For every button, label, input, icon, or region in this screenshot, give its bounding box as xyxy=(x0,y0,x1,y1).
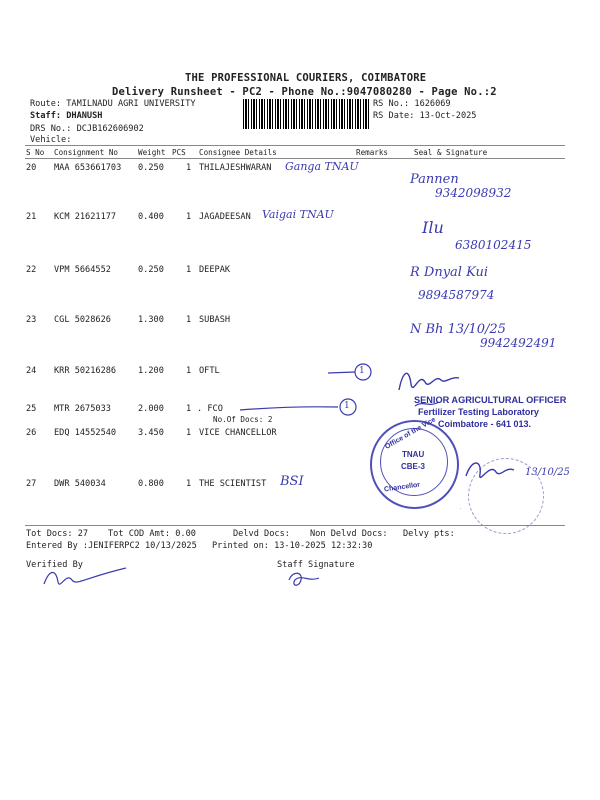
total-cod-amount: Tot COD Amt: 0.00 xyxy=(108,529,196,539)
row-pcs: 1 xyxy=(186,315,192,325)
row-consignment: MTR 2675033 xyxy=(54,404,111,414)
row-consignment: MAA 653661703 xyxy=(54,163,122,173)
row-signature: N Bh 13/10/25 xyxy=(410,322,506,337)
rs-number: RS No.: 1626069 xyxy=(373,99,451,109)
verifier-signature xyxy=(40,562,130,592)
runsheet-subtitle: Delivery Runsheet - PC2 - Phone No.:9047080280 - Page No.:2 xyxy=(112,86,497,98)
row-consignment: EDQ 14552540 xyxy=(54,428,117,438)
row-pcs: 1 xyxy=(186,366,192,376)
row-sno: 25 xyxy=(26,404,37,414)
header-divider-top xyxy=(25,145,565,146)
round-stamp-bottom: Chancellor xyxy=(383,481,421,494)
circle-mark-2: 1 xyxy=(344,401,350,411)
route-label: Route: TAMILNADU AGRI UNIVERSITY xyxy=(30,99,196,109)
row-handwritten-note: Vaigai TNAU xyxy=(262,208,334,221)
row-phone: 9894587974 xyxy=(418,288,495,302)
col-consignment: Consignment No xyxy=(54,148,119,157)
row-consignee: JAGADEESAN xyxy=(199,212,251,222)
row-phone: 9342098932 xyxy=(435,186,512,200)
remarks-pen-marks xyxy=(230,355,380,420)
stamp-officer-city: Coimbatore - 641 013. xyxy=(438,419,532,429)
row-signature: R Dnyal Kui xyxy=(410,265,489,280)
row-phone: 9942492491 xyxy=(480,336,557,350)
row-sno: 27 xyxy=(26,479,37,489)
row-sno: 23 xyxy=(26,315,37,325)
row-phone: 6380102415 xyxy=(455,238,532,252)
non-delivered-docs: Non Delvd Docs: xyxy=(310,529,388,539)
row-sno: 21 xyxy=(26,212,37,222)
row-weight: 1.200 xyxy=(138,366,164,376)
circle-mark-1: 1 xyxy=(359,366,365,376)
row-sno: 24 xyxy=(26,366,37,376)
row-consignment: DWR 540034 xyxy=(54,479,106,489)
row-signature: Ilu xyxy=(422,218,444,237)
row-signature: 13/10/25 xyxy=(525,467,570,478)
row-sno: 26 xyxy=(26,428,37,438)
delivery-points: Delvy pts: xyxy=(403,529,455,539)
row-weight: 3.450 xyxy=(138,428,164,438)
row-consignee: SUBASH xyxy=(199,315,231,325)
row-consignee: THE SCIENTIST xyxy=(199,479,267,489)
row-pcs: 1 xyxy=(186,404,192,414)
barcode xyxy=(243,99,371,129)
row-consignment: VPM 5664552 xyxy=(54,265,111,275)
col-consignee: Consignee Details xyxy=(199,148,277,157)
col-seal-signature: Seal & Signature xyxy=(414,148,488,157)
row-weight: 0.400 xyxy=(138,212,164,222)
row-pcs: 1 xyxy=(186,265,192,275)
delivered-docs: Delvd Docs: xyxy=(233,529,290,539)
row-consignee: OFTL xyxy=(199,366,220,376)
drs-number: DRS No.: DCJB162606902 xyxy=(30,124,144,134)
footer-divider xyxy=(25,525,565,526)
printed-on: Printed on: 13-10-2025 12:32:30 xyxy=(212,541,373,551)
rs-date: RS Date: 13-Oct-2025 xyxy=(373,111,477,121)
row-weight: 0.250 xyxy=(138,265,164,275)
row-pcs: 1 xyxy=(186,479,192,489)
total-docs: Tot Docs: 27 xyxy=(26,529,89,539)
round-office-stamp xyxy=(370,416,459,509)
row-weight: 1.300 xyxy=(138,315,164,325)
faded-stamp-ghost xyxy=(400,360,570,390)
company-name: THE PROFESSIONAL COURIERS, COIMBATORE xyxy=(185,72,427,84)
header-divider-bottom xyxy=(25,158,565,159)
row-pcs: 1 xyxy=(186,163,192,173)
verified-by-label: Verified By xyxy=(26,560,83,570)
row-sno: 20 xyxy=(26,163,37,173)
row-weight: 2.000 xyxy=(138,404,164,414)
col-remarks: Remarks xyxy=(356,148,389,157)
docs-count-note: No.Of Docs: 2 xyxy=(213,415,273,424)
row-signature: Pannen xyxy=(410,172,459,187)
row-consignment: CGL 5028626 xyxy=(54,315,111,325)
staff-label: Staff: DHANUSH xyxy=(30,111,103,121)
staff-signature xyxy=(285,568,325,592)
row-weight: 0.800 xyxy=(138,479,164,489)
row-pcs: 1 xyxy=(186,428,192,438)
row-consignee: THILAJESHWARAN xyxy=(199,163,272,173)
round-stamp-mid2: CBE-3 xyxy=(401,462,426,471)
round-stamp-mid1: TNAU xyxy=(402,450,425,459)
col-weight: Weight xyxy=(138,148,166,157)
stamp-officer-title: SENIOR AGRICULTURAL OFFICER xyxy=(414,395,567,405)
staff-signature-label: Staff Signature xyxy=(277,560,355,570)
row-handwritten-note: BSI xyxy=(280,474,304,489)
row-handwritten-note: Ganga TNAU xyxy=(285,160,359,173)
row-consignment: KCM 21621177 xyxy=(54,212,117,222)
row-weight: 0.250 xyxy=(138,163,164,173)
row-consignee: VICE CHANCELLOR xyxy=(199,428,277,438)
row-sno: 22 xyxy=(26,265,37,275)
stamp-officer-lab: Fertilizer Testing Laboratory xyxy=(418,407,539,417)
row-consignment: KRR 50216286 xyxy=(54,366,117,376)
signature-scribble-row27 xyxy=(460,448,520,528)
vehicle-label: Vehicle: xyxy=(30,135,72,145)
row-consignee: . FCO xyxy=(197,404,223,414)
row-consignee: DEEPAK xyxy=(199,265,231,275)
row-pcs: 1 xyxy=(186,212,192,222)
entered-by: Entered By :JENIFERPC2 10/13/2025 xyxy=(26,541,197,551)
col-pcs: PCS xyxy=(172,148,186,157)
round-stamp-top: Office of the Vice xyxy=(384,416,437,451)
col-sno: S No xyxy=(26,148,45,157)
